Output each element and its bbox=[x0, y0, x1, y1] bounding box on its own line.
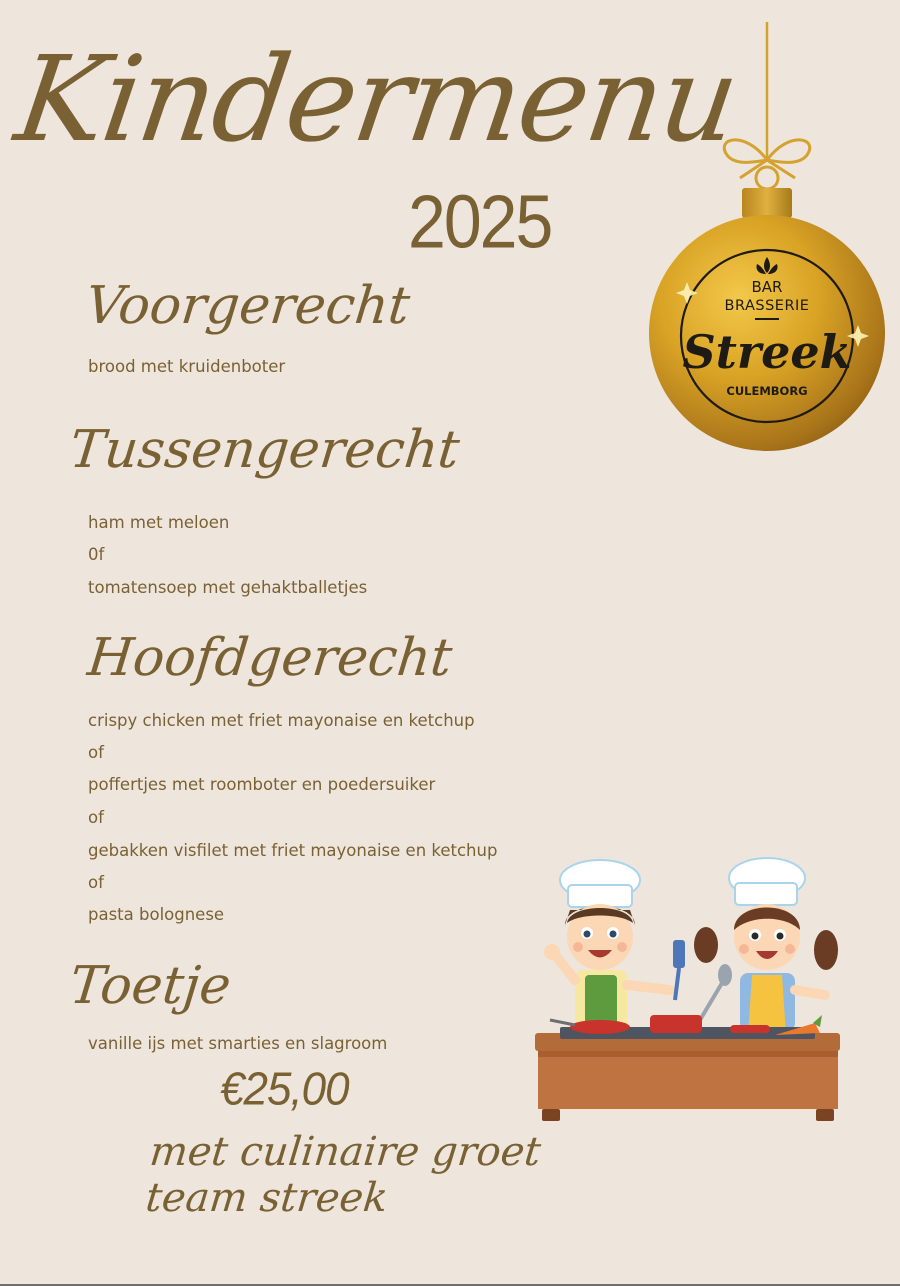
price: €25,00 bbox=[220, 1063, 349, 1116]
christmas-ornament-icon bbox=[645, 20, 890, 455]
menu-title: Kindermenu bbox=[8, 30, 746, 168]
menu-item-or: of bbox=[88, 743, 104, 762]
kids-cooking-icon bbox=[530, 855, 845, 1125]
menu-item: crispy chicken met friet mayonaise en ketchup bbox=[88, 711, 475, 730]
section-title-hoofdgerecht: Hoofdgerecht bbox=[84, 628, 455, 688]
menu-year: 2025 bbox=[408, 180, 552, 264]
menu-item: gebakken visfilet met friet mayonaise en ketchup bbox=[88, 841, 498, 860]
kids-chefs-illustration bbox=[530, 855, 845, 1125]
menu-item-or: of bbox=[88, 873, 104, 892]
section-title-toetje: Toetje bbox=[66, 956, 234, 1016]
logo-line2: BRASSERIE bbox=[724, 298, 810, 314]
logo-line1: BAR bbox=[751, 278, 783, 296]
section-title-voorgerecht: Voorgerecht bbox=[82, 276, 413, 336]
menu-item: ham met meloen bbox=[88, 513, 230, 532]
section-title-tussengerecht: Tussengerecht bbox=[66, 420, 463, 480]
ornament-logo bbox=[645, 20, 890, 455]
menu-item: brood met kruidenboter bbox=[88, 357, 286, 376]
greeting-line1: met culinaire groet bbox=[147, 1129, 544, 1175]
menu-item-or: of bbox=[88, 808, 104, 827]
logo-city: CULEMBORG bbox=[726, 384, 808, 398]
greeting-line2: team streek bbox=[143, 1175, 390, 1221]
menu-item: pasta bolognese bbox=[88, 905, 225, 924]
menu-item: poffertjes met roomboter en poedersuiker bbox=[88, 775, 436, 794]
menu-item: vanille ijs met smarties en slagroom bbox=[88, 1034, 388, 1053]
menu-item-or: 0f bbox=[88, 545, 105, 564]
logo-name: Streek bbox=[682, 325, 852, 379]
menu-item: tomatensoep met gehaktballetjes bbox=[88, 578, 368, 597]
